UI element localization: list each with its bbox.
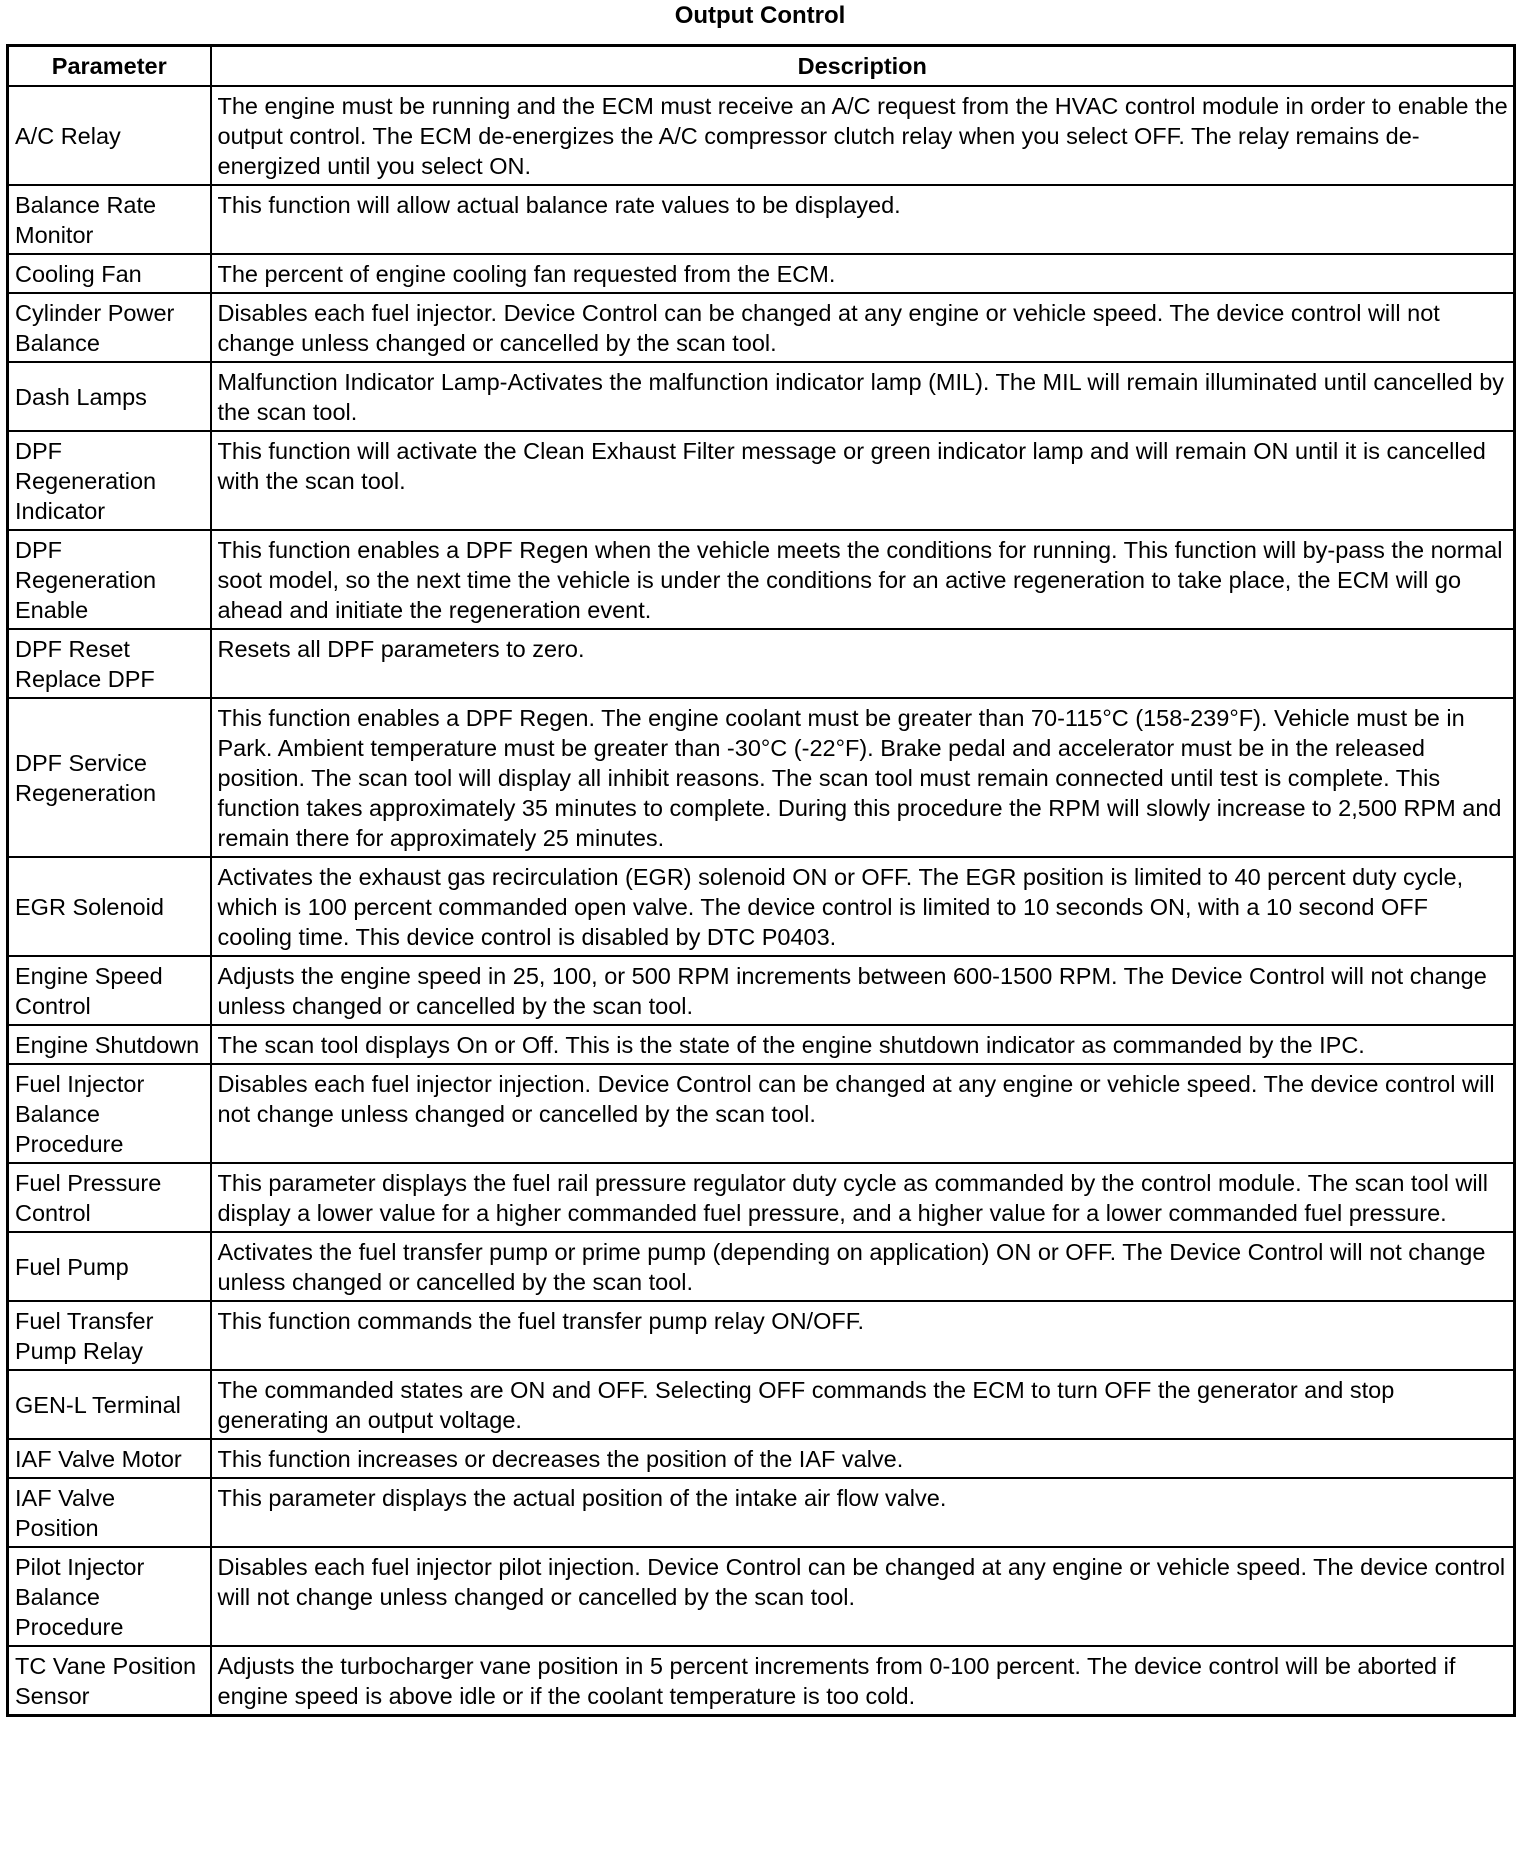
table-row — [8, 1025, 1515, 1064]
parameter-cell: Fuel Transfer Pump Relay — [8, 1301, 211, 1370]
description-cell: Disables each fuel injector. Device Control can be changed at any engine or vehicle speed. The device control will not change unless changed or cancelled by the scan tool. — [211, 293, 1515, 362]
parameter-cell: TC Vane Position Sensor — [8, 1646, 211, 1716]
description-cell: This function enables a DPF Regen. The engine coolant must be greater than 70-115°C (158-239°F). Vehicle must be in Park. Ambient temperature must be greater than -30°C (-22°F). Brake pedal and accelerator must be in the released position. The scan tool will display all inhibit reasons. The scan tool must remain connected until test is complete. This function takes approximately 35 minutes to complete. During this procedure the RPM will slowly increase to 2,500 RPM and remain there for approximately 25 minutes. — [211, 698, 1515, 857]
parameter-cell: Dash Lamps — [8, 362, 211, 431]
description-cell: The commanded states are ON and OFF. Selecting OFF commands the ECM to turn OFF the generator and stop generating an output voltage. — [211, 1370, 1515, 1439]
description-cell: Adjusts the turbocharger vane position in 5 percent increments from 0-100 percent. The device control will be aborted if engine speed is above idle or if the coolant temperature is too cold. — [211, 1646, 1515, 1716]
parameter-cell: Balance Rate Monitor — [8, 185, 211, 254]
description-cell: The scan tool displays On or Off. This is the state of the engine shutdown indicator as commanded by the IPC. — [211, 1025, 1515, 1064]
description-cell: This parameter displays the fuel rail pressure regulator duty cycle as commanded by the control module. The scan tool will display a lower value for a higher commanded fuel pressure, and a higher value for a lower commanded fuel pressure. — [211, 1163, 1515, 1232]
description-cell: Activates the exhaust gas recirculation (EGR) solenoid ON or OFF. The EGR position is limited to 40 percent duty cycle, which is 100 percent commanded open valve. The device control is limited to 10 seconds ON, with a 10 second OFF cooling time. This device control is disabled by DTC P0403. — [211, 857, 1515, 956]
description-column-header: Description — [211, 46, 1515, 87]
description-cell: Disables each fuel injector pilot injection. Device Control can be changed at any engine or vehicle speed. The device control will not change unless changed or cancelled by the scan tool. — [211, 1547, 1515, 1646]
description-cell: This function will activate the Clean Exhaust Filter message or green indicator lamp and will remain ON until it is cancelled with the scan tool. — [211, 431, 1515, 530]
table-row — [8, 185, 1515, 254]
parameter-cell: Engine Speed Control — [8, 956, 211, 1025]
parameter-cell: EGR Solenoid — [8, 857, 211, 956]
page-title: Output Control — [674, 2, 846, 29]
table-header-row — [8, 46, 1515, 87]
parameter-cell: Engine Shutdown — [8, 1025, 211, 1064]
table-row — [8, 86, 1515, 185]
description-cell: The percent of engine cooling fan requested from the ECM. — [211, 254, 1515, 293]
parameter-cell: GEN-L Terminal — [8, 1370, 211, 1439]
parameter-cell: DPF Reset Replace DPF — [8, 629, 211, 698]
table-row — [8, 1646, 1515, 1716]
parameter-cell: DPF Regeneration Enable — [8, 530, 211, 629]
table-row — [8, 431, 1515, 530]
parameter-column-header: Parameter — [8, 46, 211, 87]
table-row — [8, 857, 1515, 956]
table-row — [8, 293, 1515, 362]
table-row — [8, 629, 1515, 698]
description-cell: The engine must be running and the ECM must receive an A/C request from the HVAC control module in order to enable the output control. The ECM de-energizes the A/C compressor clutch relay when you select OFF. The relay remains de-energized until you select ON. — [211, 86, 1515, 185]
parameter-cell: IAF Valve Motor — [8, 1439, 211, 1478]
description-cell: Activates the fuel transfer pump or prime pump (depending on application) ON or OFF. The Device Control will not change unless changed or cancelled by the scan tool. — [211, 1232, 1515, 1301]
table-row — [8, 1232, 1515, 1301]
parameter-cell: Fuel Injector Balance Procedure — [8, 1064, 211, 1163]
table-row — [8, 1301, 1515, 1370]
description-cell: This function will allow actual balance rate values to be displayed. — [211, 185, 1515, 254]
parameter-cell: DPF Regeneration Indicator — [8, 431, 211, 530]
table-row — [8, 1439, 1515, 1478]
parameter-cell: Cooling Fan — [8, 254, 211, 293]
table-row — [8, 1370, 1515, 1439]
description-cell: Adjusts the engine speed in 25, 100, or 500 RPM increments between 600-1500 RPM. The Device Control will not change unless changed or cancelled by the scan tool. — [211, 956, 1515, 1025]
description-cell: This function commands the fuel transfer pump relay ON/OFF. — [211, 1301, 1515, 1370]
description-cell: This parameter displays the actual position of the intake air flow valve. — [211, 1478, 1515, 1547]
description-cell: Malfunction Indicator Lamp-Activates the malfunction indicator lamp (MIL). The MIL will remain illuminated until cancelled by the scan tool. — [211, 362, 1515, 431]
table-row — [8, 698, 1515, 857]
parameter-cell: Fuel Pump — [8, 1232, 211, 1301]
parameter-cell: Fuel Pressure Control — [8, 1163, 211, 1232]
parameter-cell: DPF Service Regeneration — [8, 698, 211, 857]
parameter-cell: A/C Relay — [8, 86, 211, 185]
table-row — [8, 362, 1515, 431]
parameter-cell: Cylinder Power Balance — [8, 293, 211, 362]
description-cell: Resets all DPF parameters to zero. — [211, 629, 1515, 698]
output-control-table — [6, 44, 1516, 1717]
description-cell: Disables each fuel injector injection. Device Control can be changed at any engine or vehicle speed. The device control will not change unless changed or cancelled by the scan tool. — [211, 1064, 1515, 1163]
description-cell: This function increases or decreases the position of the IAF valve. — [211, 1439, 1515, 1478]
table-row — [8, 1547, 1515, 1646]
table-row — [8, 956, 1515, 1025]
parameter-cell: Pilot Injector Balance Procedure — [8, 1547, 211, 1646]
table-row — [8, 530, 1515, 629]
description-cell: This function enables a DPF Regen when the vehicle meets the conditions for running. This function will by-pass the normal soot model, so the next time the vehicle is under the conditions for an active regeneration to take place, the ECM will go ahead and initiate the regeneration event. — [211, 530, 1515, 629]
table-row — [8, 1163, 1515, 1232]
table-row — [8, 1064, 1515, 1163]
table-row — [8, 254, 1515, 293]
parameter-cell: IAF Valve Position — [8, 1478, 211, 1547]
table-row — [8, 1478, 1515, 1547]
